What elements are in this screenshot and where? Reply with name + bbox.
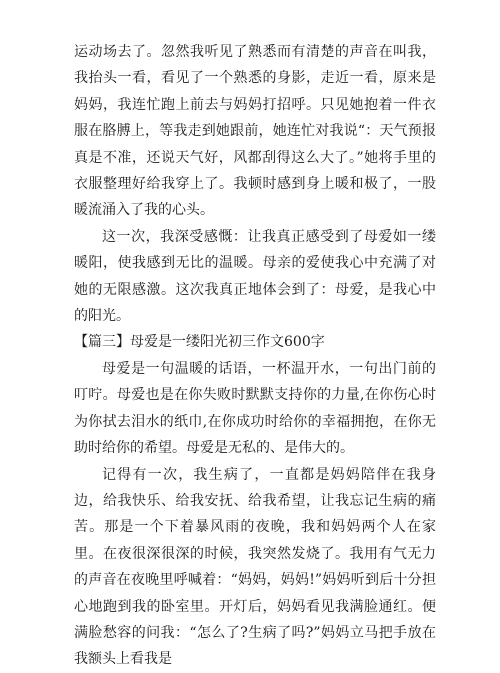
paragraph-3: 母爱是一句温暖的话语，一杯温开水，一句出门前的叮咛。母爱也是在你失败时默默支持你的力量,在你伤心时为你拭去泪水的纸巾,在你成功时给你的幸福拥抱，在你无助时给你的希望。母爱是无私的、是伟大的。 bbox=[74, 360, 436, 457]
section-heading: 【篇三】母爱是一缕阳光初三作文600字 bbox=[74, 334, 325, 351]
paragraph-4: 记得有一次，我生病了，一直都是妈妈陪伴在我身边，给我快乐、给我安抚、给我希望，让我忘记生病的痛苦。那是一个下着暴风雨的夜晚，我和妈妈两个人在家里。在夜很深很深的时候，我突然发烧了。我用有气无力的声音在夜晚里呼喊着：“妈妈，妈妈!”妈妈听到后十分担心地跑到我的卧室里。开灯后，妈妈看见我满脸通红。便满脸愁容的问我：“怎么了?生病了吗?”妈妈立马把手放在我额头上看我是 bbox=[74, 466, 436, 668]
document-body bbox=[74, 39, 436, 673]
paragraph-2: 这一次，我深受感慨：让我真正感受到了母爱如一缕暖阳，使我感到无比的温暖。母亲的爱使我心中充满了对她的无限感激。这次我真正地体会到了：母爱，是我心中的阳光。 bbox=[74, 228, 436, 325]
paragraph-1: 运动场去了。忽然我听见了熟悉而有清楚的声音在叫我，我抬头一看，看见了一个熟悉的身影，走近一看，原来是妈妈，我连忙跑上前去与妈妈打招呼。只见她抱着一件衣服在胳膊上，等我走到她跟前，她连忙对我说“：天气预报真是不准，还说天气好，风都刮得这么大了。”她将手里的衣服整理好给我穿上了。我顿时感到身上暖和极了，一股暖流涌入了我的心头。 bbox=[74, 44, 436, 219]
